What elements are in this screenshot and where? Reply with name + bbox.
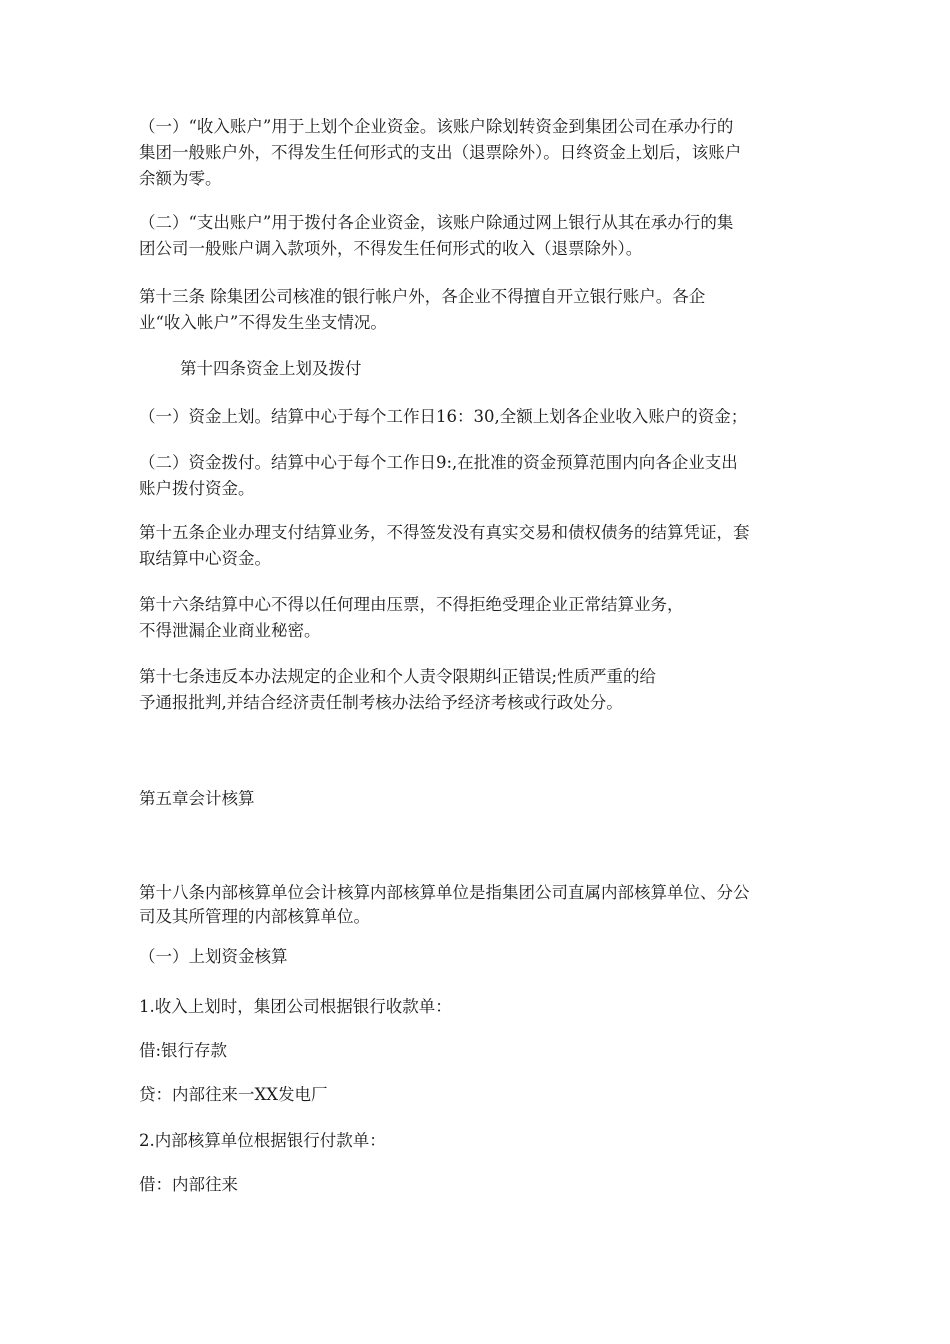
- paragraph-line: 予通报批判,并结合经济责任制考核办法给予经济考核或行政处分。: [139, 693, 623, 712]
- paragraph-line: 第十八条内部核算单位会计核算内部核算单位是指集团公司直属内部核算单位、分公: [139, 883, 750, 902]
- paragraph-line: 借：内部往来: [139, 1175, 238, 1194]
- paragraph-line: （一）“收入账户”用于上划个企业资金。该账户除划转资金到集团公司在承办行的: [139, 117, 734, 136]
- paragraph-line: 集团一般账户外，不得发生任何形式的支出（退票除外）。日终资金上划后，该账户: [139, 143, 742, 162]
- paragraph-line: 第十五条企业办理支付结算业务，不得签发没有真实交易和债权债务的结算凭证，套: [139, 523, 750, 542]
- paragraph-line: 贷：内部往来一XX发电厂: [139, 1085, 328, 1104]
- paragraph-line: 第十七条违反本办法规定的企业和个人责令限期纠正错误;性质严重的给: [139, 667, 657, 686]
- chapter-heading: 第五章会计核算: [139, 789, 255, 808]
- paragraph-line: 借:银行存款: [139, 1041, 228, 1060]
- paragraph-line: 账户拨付资金。: [139, 479, 255, 498]
- paragraph-line: 1.收入上划时，集团公司根据银行收款单：: [139, 997, 452, 1016]
- paragraph-line: （二）资金拨付。结算中心于每个工作日9:,在批准的资金预算范围内向各企业支出: [139, 453, 738, 472]
- paragraph-line: （一）上划资金核算: [139, 947, 288, 966]
- paragraph-line: 余额为零。: [139, 169, 222, 188]
- paragraph-line: 第十六条结算中心不得以任何理由压票，不得拒绝受理企业正常结算业务，: [139, 595, 684, 614]
- paragraph-line: （一）资金上划。结算中心于每个工作日16：30,全额上划各企业收入账户的资金；: [139, 407, 748, 426]
- paragraph-line: 团公司一般账户调入款项外，不得发生任何形式的收入（退票除外）。: [139, 239, 643, 258]
- paragraph-line: 不得泄漏企业商业秘密。: [139, 621, 321, 640]
- paragraph-line: 第十三条 除集团公司核准的银行帐户外，各企业不得擅自开立银行账户。各企: [139, 287, 706, 306]
- paragraph-line: 司及其所管理的内部核算单位。: [139, 907, 370, 926]
- paragraph-line: 取结算中心资金。: [139, 549, 271, 568]
- paragraph-line: （二）“支出账户”用于拨付各企业资金，该账户除通过网上银行从其在承办行的集: [139, 213, 734, 232]
- paragraph-line: 2.内部核算单位根据银行付款单：: [139, 1131, 386, 1150]
- paragraph-line: 业“收入帐户”不得发生坐支情况。: [139, 313, 387, 332]
- article-heading: 第十四条资金上划及拨付: [180, 359, 362, 378]
